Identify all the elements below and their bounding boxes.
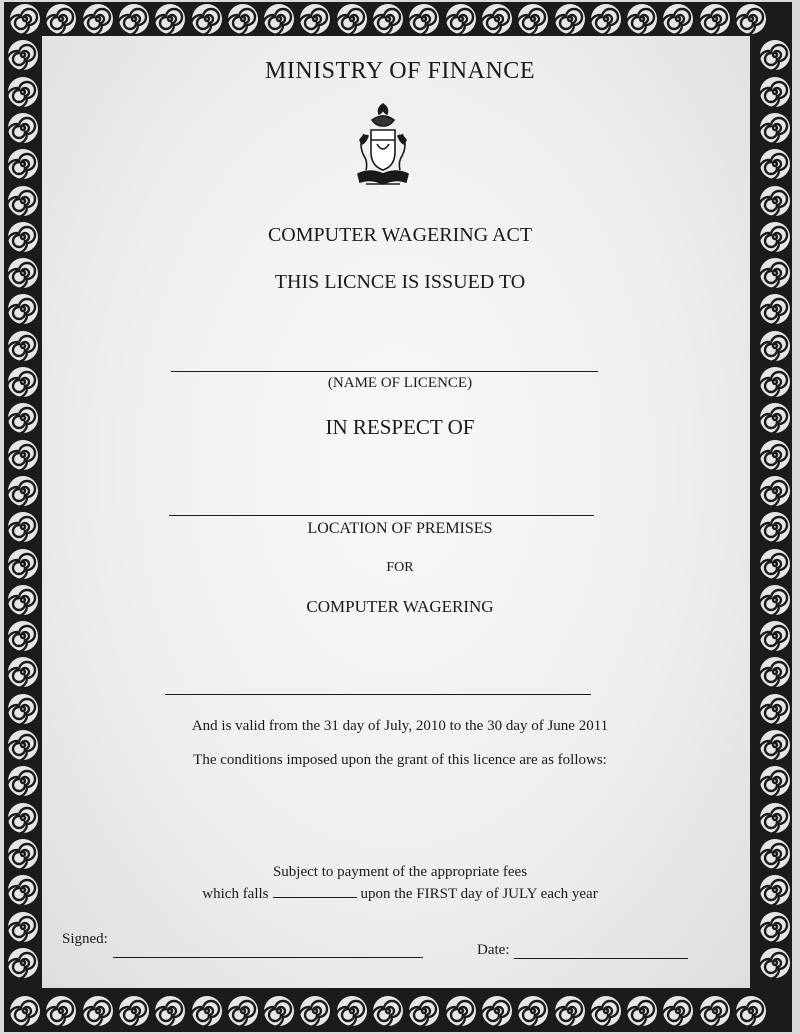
spiral-icon <box>736 4 766 34</box>
spiral-icon <box>119 4 149 34</box>
issued-to-heading: THIS LICNCE IS ISSUED TO <box>274 271 526 293</box>
spiral-icon <box>760 803 790 833</box>
spiral-icon <box>482 4 512 34</box>
spiral-icon <box>555 996 585 1026</box>
spiral-icon <box>337 4 367 34</box>
spiral-icon <box>700 4 730 34</box>
conditions-statement: The conditions imposed upon the grant of this licence are as follows: <box>193 752 607 768</box>
spiral-icon <box>8 331 38 361</box>
spiral-icon <box>8 258 38 288</box>
wagering-type: COMPUTER WAGERING <box>306 597 494 616</box>
spiral-icon <box>446 996 476 1026</box>
spiral-icon <box>10 4 40 34</box>
licensee-name-line[interactable] <box>171 371 598 372</box>
spiral-icon <box>760 222 790 252</box>
spiral-icon <box>83 4 113 34</box>
spiral-icon <box>760 875 790 905</box>
spiral-icon <box>155 996 185 1026</box>
spiral-icon <box>8 113 38 143</box>
spiral-icon <box>8 912 38 942</box>
spiral-icon <box>760 149 790 179</box>
spiral-icon <box>736 996 766 1026</box>
spiral-icon <box>760 186 790 216</box>
spiral-icon <box>482 996 512 1026</box>
spiral-icon <box>300 4 330 34</box>
spiral-icon <box>409 996 439 1026</box>
spiral-icon <box>337 996 367 1026</box>
spiral-icon <box>155 4 185 34</box>
spiral-icon <box>8 440 38 470</box>
spiral-icon <box>83 996 113 1026</box>
fee-amount-blank[interactable] <box>273 883 357 898</box>
spiral-icon <box>192 996 222 1026</box>
spiral-icon <box>46 4 76 34</box>
spiral-icon <box>8 657 38 687</box>
spiral-icon <box>591 996 621 1026</box>
spiral-icon <box>760 549 790 579</box>
date-line[interactable] <box>514 958 688 959</box>
in-respect-of-heading: IN RESPECT OF <box>325 415 475 439</box>
spiral-icon <box>264 4 294 34</box>
spiral-icon <box>555 4 585 34</box>
spiral-icon <box>373 996 403 1026</box>
spiral-icon <box>8 77 38 107</box>
spiral-icon <box>8 839 38 869</box>
spiral-icon <box>264 996 294 1026</box>
spiral-icon <box>8 149 38 179</box>
spiral-icon <box>8 621 38 651</box>
spiral-icon <box>8 186 38 216</box>
falls-prefix: which falls <box>202 886 269 902</box>
validity-statement: And is valid from the 31 day of July, 2010 to the 30 day of June 2011 <box>191 718 609 734</box>
date-label: Date: <box>477 942 510 958</box>
spiral-icon <box>8 294 38 324</box>
spiral-icon <box>760 440 790 470</box>
spiral-icon <box>300 996 330 1026</box>
spiral-icon <box>760 948 790 978</box>
licensee-name-label: (NAME OF LICENCE) <box>327 375 473 391</box>
spiral-icon <box>760 40 790 70</box>
spiral-icon <box>8 875 38 905</box>
spiral-icon <box>591 4 621 34</box>
spiral-icon <box>518 996 548 1026</box>
spiral-icon <box>10 996 40 1026</box>
spiral-icon <box>8 694 38 724</box>
spiral-icon <box>760 113 790 143</box>
coat-of-arms-icon <box>352 100 414 190</box>
date-row <box>477 942 509 959</box>
premises-location-line[interactable] <box>169 515 594 516</box>
falls-suffix: upon the FIRST day of JULY each year <box>360 886 598 902</box>
spiral-icon <box>409 4 439 34</box>
spiral-icon <box>228 996 258 1026</box>
spiral-icon <box>192 4 222 34</box>
spiral-icon <box>8 40 38 70</box>
spiral-icon <box>760 730 790 760</box>
fees-due-row <box>0 883 800 903</box>
spiral-icon <box>8 403 38 433</box>
act-title: COMPUTER WAGERING ACT <box>267 224 533 246</box>
spiral-icon <box>8 766 38 796</box>
spiral-icon <box>8 730 38 760</box>
spiral-icon <box>119 996 149 1026</box>
signed-label: Signed: <box>62 931 108 947</box>
spiral-icon <box>8 549 38 579</box>
spiral-icon <box>8 948 38 978</box>
spiral-icon <box>8 512 38 542</box>
spiral-icon <box>760 258 790 288</box>
spiral-icon <box>446 4 476 34</box>
signature-line[interactable] <box>113 957 423 958</box>
spiral-icon <box>760 77 790 107</box>
spiral-icon <box>627 996 657 1026</box>
spiral-icon <box>760 331 790 361</box>
spiral-icon <box>8 367 38 397</box>
spiral-icon <box>663 996 693 1026</box>
spiral-icon <box>46 996 76 1026</box>
spiral-icon <box>8 222 38 252</box>
fees-statement: Subject to payment of the appropriate fees <box>272 864 528 880</box>
wagering-details-line[interactable] <box>165 694 591 695</box>
spiral-icon <box>760 621 790 651</box>
spiral-icon <box>760 585 790 615</box>
premises-location-label: LOCATION OF PREMISES <box>307 520 493 537</box>
spiral-icon <box>8 476 38 506</box>
spiral-icon <box>373 4 403 34</box>
spiral-icon <box>700 996 730 1026</box>
spiral-icon <box>8 585 38 615</box>
signature-row <box>62 931 108 948</box>
spiral-icon <box>663 4 693 34</box>
spiral-icon <box>760 839 790 869</box>
spiral-icon <box>518 4 548 34</box>
for-label: FOR <box>386 560 414 575</box>
spiral-icon <box>627 4 657 34</box>
spiral-icon <box>760 294 790 324</box>
spiral-icon <box>8 803 38 833</box>
spiral-icon <box>760 657 790 687</box>
ministry-heading: MINISTRY OF FINANCE <box>265 58 535 84</box>
spiral-icon <box>760 512 790 542</box>
spiral-icon <box>760 912 790 942</box>
spiral-icon <box>760 403 790 433</box>
spiral-icon <box>760 766 790 796</box>
spiral-icon <box>760 367 790 397</box>
spiral-icon <box>760 694 790 724</box>
spiral-icon <box>228 4 258 34</box>
spiral-icon <box>760 476 790 506</box>
